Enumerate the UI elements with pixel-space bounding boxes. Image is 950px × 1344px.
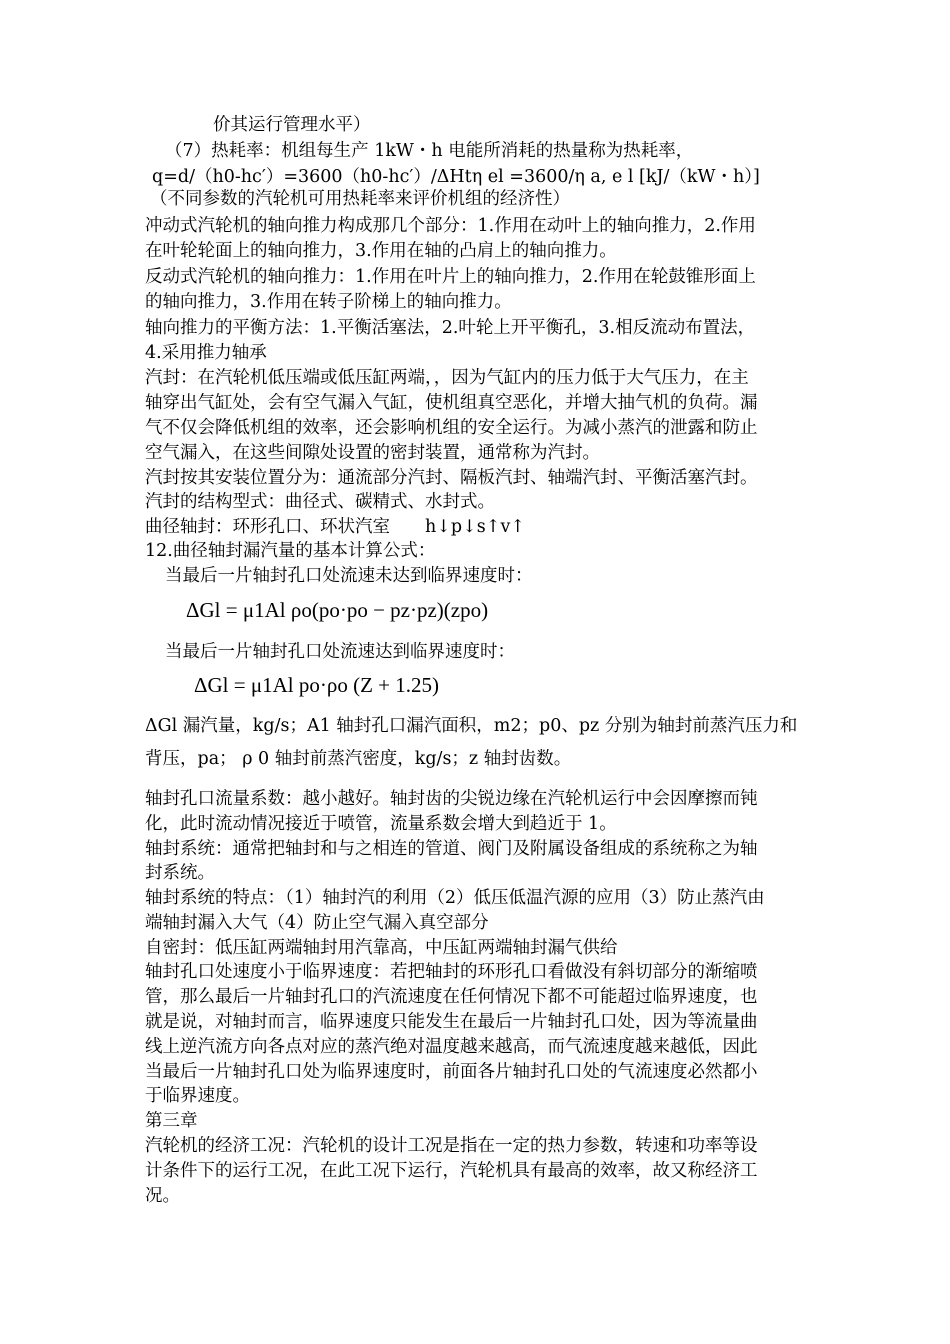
text-line: 在叶轮轮面上的轴向推力，3.作用在轴的凸肩上的轴向推力。 — [145, 241, 617, 261]
text-line: 反动式汽轮机的轴向推力：1.作用在叶片上的轴向推力，2.作用在轮鼓锥形面上 — [145, 267, 756, 287]
text-line: 化，此时流动情况接近于喷管，流量系数会增大到趋近于 1。 — [145, 814, 617, 834]
section-heading: 12.曲径轴封漏汽量的基本计算公式： — [145, 541, 436, 561]
text-line: 汽封：在汽轮机低压端或低压缸两端，，因为气缸内的压力低于大气压力，在主 — [145, 368, 749, 388]
text-line: 轴封孔口处速度小于临界速度：若把轴封的环形孔口看做没有斜切部分的渐缩喷 — [145, 962, 758, 982]
text-line: 轴封系统：通常把轴封和与之相连的管道、阀门及附属设备组成的系统称之为轴 — [145, 839, 758, 859]
text-line: 空气漏入，在这些间隙处设置的密封装置，通常称为汽封。 — [145, 443, 600, 463]
text-line: 线上逆汽流方向各点对应的蒸汽绝对温度越来越高，而气流速度越来越低，因此 — [145, 1037, 758, 1057]
variable-definitions: ΔGl 漏汽量，kg/s；A1 轴封孔口漏汽面积，m2；p0、pz 分别为轴封前蒸汽压力和 — [145, 716, 798, 736]
text-line: 轴穿出气缸处，会有空气漏入气缸，使机组真空恶化，并增大抽气机的负荷。漏 — [145, 393, 758, 413]
text-line: 汽封按其安装位置分为：通流部分汽封、隔板汽封、轴端汽封、平衡活塞汽封。 — [145, 468, 758, 488]
text-line: 当最后一片轴封孔口处为临界速度时，前面各片轴封孔口处的气流速度必然都小 — [145, 1062, 758, 1082]
text-line: 当最后一片轴封孔口处流速未达到临界速度时： — [165, 566, 533, 586]
leakage-formula-critical: ΔGl = μ1Al po·ρo (Z + 1.25) — [194, 673, 439, 697]
text-line: 况。 — [145, 1186, 180, 1206]
text-line: 轴封孔口流量系数：越小越好。轴封齿的尖锐边缘在汽轮机运行中会因摩擦而钝 — [145, 789, 758, 809]
text-line: 气不仅会降低机组的效率，还会影响机组的安全运行。为减小蒸汽的泄露和防止 — [145, 418, 758, 438]
text-line: （不同参数的汽轮机可用热耗率来评价机组的经济性） — [150, 189, 570, 209]
text-line: 管，那么最后一片轴封孔口的汽流速度在任何情况下都不可能超过临界速度，也 — [145, 987, 758, 1007]
text-line: 于临界速度。 — [145, 1086, 250, 1106]
text-line: 自密封：低压缸两端轴封用汽靠高，中压缸两端轴封漏气供给 — [145, 938, 618, 958]
text-line: 轴向推力的平衡方法：1.平衡活塞法，2.叶轮上开平衡孔，3.相反流动布置法， — [145, 318, 756, 338]
chapter-heading: 第三章 — [145, 1111, 198, 1131]
text-line: 当最后一片轴封孔口处流速达到临界速度时： — [165, 642, 515, 662]
text-line: 价其运行管理水平） — [213, 115, 371, 135]
text-line: （7）热耗率：机组每生产 1kW・h 电能所消耗的热量称为热耗率， — [165, 141, 694, 161]
text-line: 轴封系统的特点：（1）轴封汽的利用（2）低压低温汽源的应用（3）防止蒸汽由 — [145, 888, 765, 908]
text-line: 的轴向推力，3.作用在转子阶梯上的轴向推力。 — [145, 292, 512, 312]
text-line: 就是说，对轴封而言，临界速度只能发生在最后一片轴封孔口处，因为等流量曲 — [145, 1012, 758, 1032]
text-line: 封系统。 — [145, 863, 215, 883]
text-line: 冲动式汽轮机的轴向推力构成那几个部分：1.作用在动叶上的轴向推力，2.作用 — [145, 216, 756, 236]
text-line: 端轴封漏入大气（4）防止空气漏入真空部分 — [145, 913, 489, 933]
leakage-formula-subcritical: ΔGl = μ1Al ρo(po·po − pz·pz)(zpo) — [186, 598, 489, 622]
text-line: 曲径轴封：环形孔口、环状汽室 h↓p↓s↑v↑ — [145, 517, 525, 537]
text-line: 汽轮机的经济工况：汽轮机的设计工况是指在一定的热力参数，转速和功率等设 — [145, 1136, 758, 1156]
text-line: 汽封的结构型式：曲径式、碳精式、水封式。 — [145, 492, 495, 512]
variable-definitions: 背压，pa； ρ 0 轴封前蒸汽密度，kg/s；z 轴封齿数。 — [145, 749, 572, 769]
heat-rate-formula: q=d/（h0-hc′）=3600（h0-hc′）/ΔHtη el =3600/η a, e l [kJ/（kW・h）] — [152, 167, 760, 187]
text-line: 计条件下的运行工况，在此工况下运行，汽轮机具有最高的效率，故又称经济工 — [145, 1161, 758, 1181]
text-line: 4.采用推力轴承 — [145, 343, 267, 363]
